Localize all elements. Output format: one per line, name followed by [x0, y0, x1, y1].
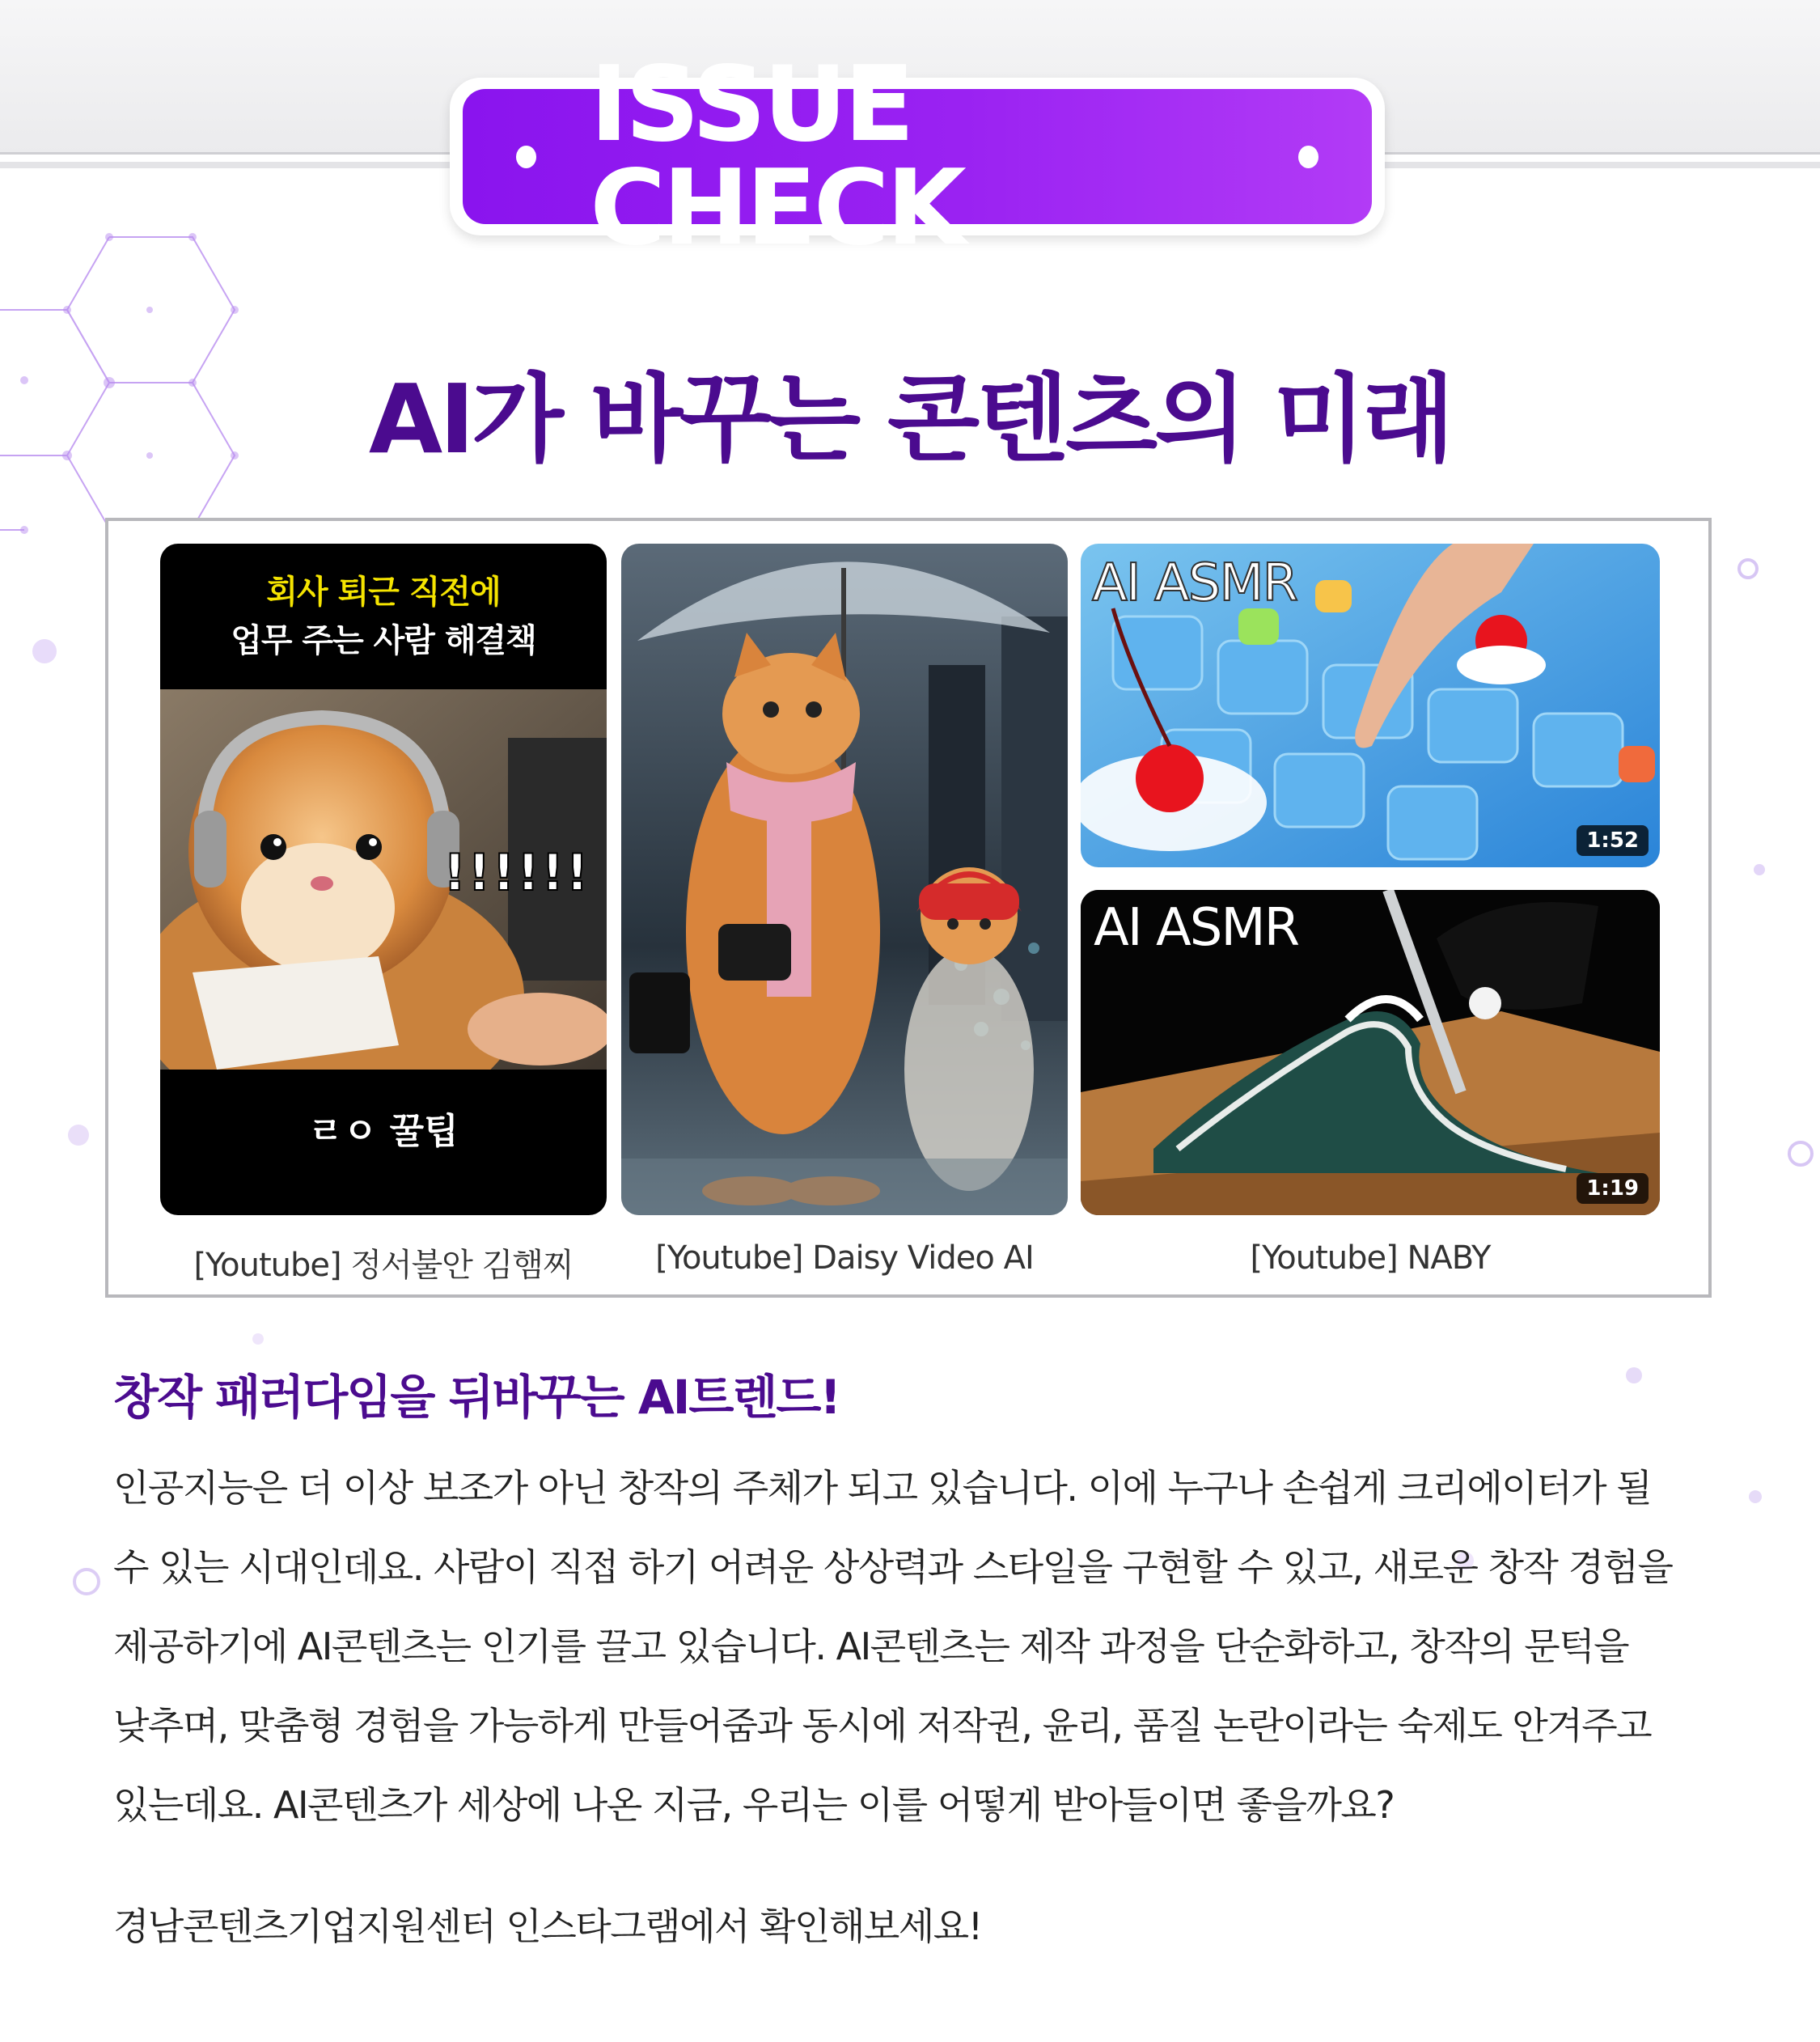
- video-thumbnail-cats-umbrella[interactable]: [621, 544, 1068, 1215]
- dot-decoration: [32, 639, 57, 663]
- issue-check-badge: [450, 44, 1385, 269]
- video-thumbnail-wave-board[interactable]: [1081, 890, 1660, 1215]
- instagram-cta: 경남콘텐츠기업지원센터 인스타그램에서 확인해보세요!: [113, 1904, 982, 1948]
- duration-badge: 1:19: [1577, 1173, 1649, 1204]
- thumb-exclaim: !!!!!!: [443, 843, 590, 902]
- dot-decoration: [1749, 1490, 1762, 1503]
- dot-decoration: [1754, 864, 1765, 875]
- bullet-dot-right: [1298, 146, 1318, 168]
- page-title: AI가 바꾸는 콘텐츠의 미래: [368, 363, 1452, 475]
- asmr-overlay-label: AI ASMR: [1092, 553, 1297, 613]
- caption-video-3: [Youtube] NABY: [1250, 1239, 1491, 1277]
- ring-decoration: [1737, 558, 1759, 579]
- duration-badge: 1:52: [1577, 825, 1649, 856]
- asmr-overlay-label: AI ASMR: [1094, 898, 1299, 958]
- article-body: [113, 1448, 1715, 1845]
- dot-decoration: [68, 1125, 89, 1146]
- dot-decoration: [1626, 1367, 1642, 1383]
- caption-video-2: [Youtube] Daisy Video AI: [655, 1239, 1034, 1277]
- caption-video-1: [Youtube] 정서불안 김햄찌: [193, 1247, 574, 1284]
- ring-decoration: [1788, 1141, 1814, 1167]
- paragraph-line: 제공하기에 AI콘텐츠는 인기를 끌고 있습니다. AI콘텐츠는 제작 과정을 단순화하고, 창작의 문턱을: [113, 1625, 1629, 1668]
- video-thumbnail-jelly-keyboard[interactable]: [1081, 544, 1660, 867]
- thumb-top-caption: 회사 퇴근 직전에 업무 주는 사람 해결책: [231, 574, 536, 659]
- paragraph-line: 낮추며, 맞춤형 경험을 가능하게 만들어줌과 동시에 저작권, 윤리, 품질 논란이라는 숙제도 안겨주고: [113, 1704, 1652, 1748]
- dot-decoration: [252, 1333, 264, 1345]
- paragraph-line: 있는데요. AI콘텐츠가 세상에 나온 지금, 우리는 이를 어떻게 받아들이면 좋을까요?: [113, 1783, 1395, 1827]
- bullet-dot-left: [516, 146, 536, 168]
- paragraph-line: 수 있는 시대인데요. 사람이 직접 하기 어려운 상상력과 스타일을 구현할 수 있고, 새로운 창작 경험을: [113, 1545, 1673, 1589]
- cats-umbrella-illustration: [621, 544, 1068, 1215]
- video-gallery: [105, 518, 1712, 1298]
- paragraph-line: 인공지능은 더 이상 보조가 아닌 창작의 주체가 되고 있습니다. 이에 누구나 손쉽게 크리에이터가 될: [113, 1466, 1652, 1510]
- section-title: 창작 패러다임을 뒤바꾸는 AI트렌드!: [113, 1370, 840, 1425]
- thumb-bottom-caption: ㄹㅇ 꿀팁: [308, 1111, 459, 1152]
- video-thumbnail-hamster[interactable]: [160, 544, 607, 1215]
- issue-check-badge-fill: [463, 44, 1372, 269]
- ring-decoration: [73, 1568, 100, 1595]
- issue-check-label: ISSUE CHECK: [590, 44, 963, 269]
